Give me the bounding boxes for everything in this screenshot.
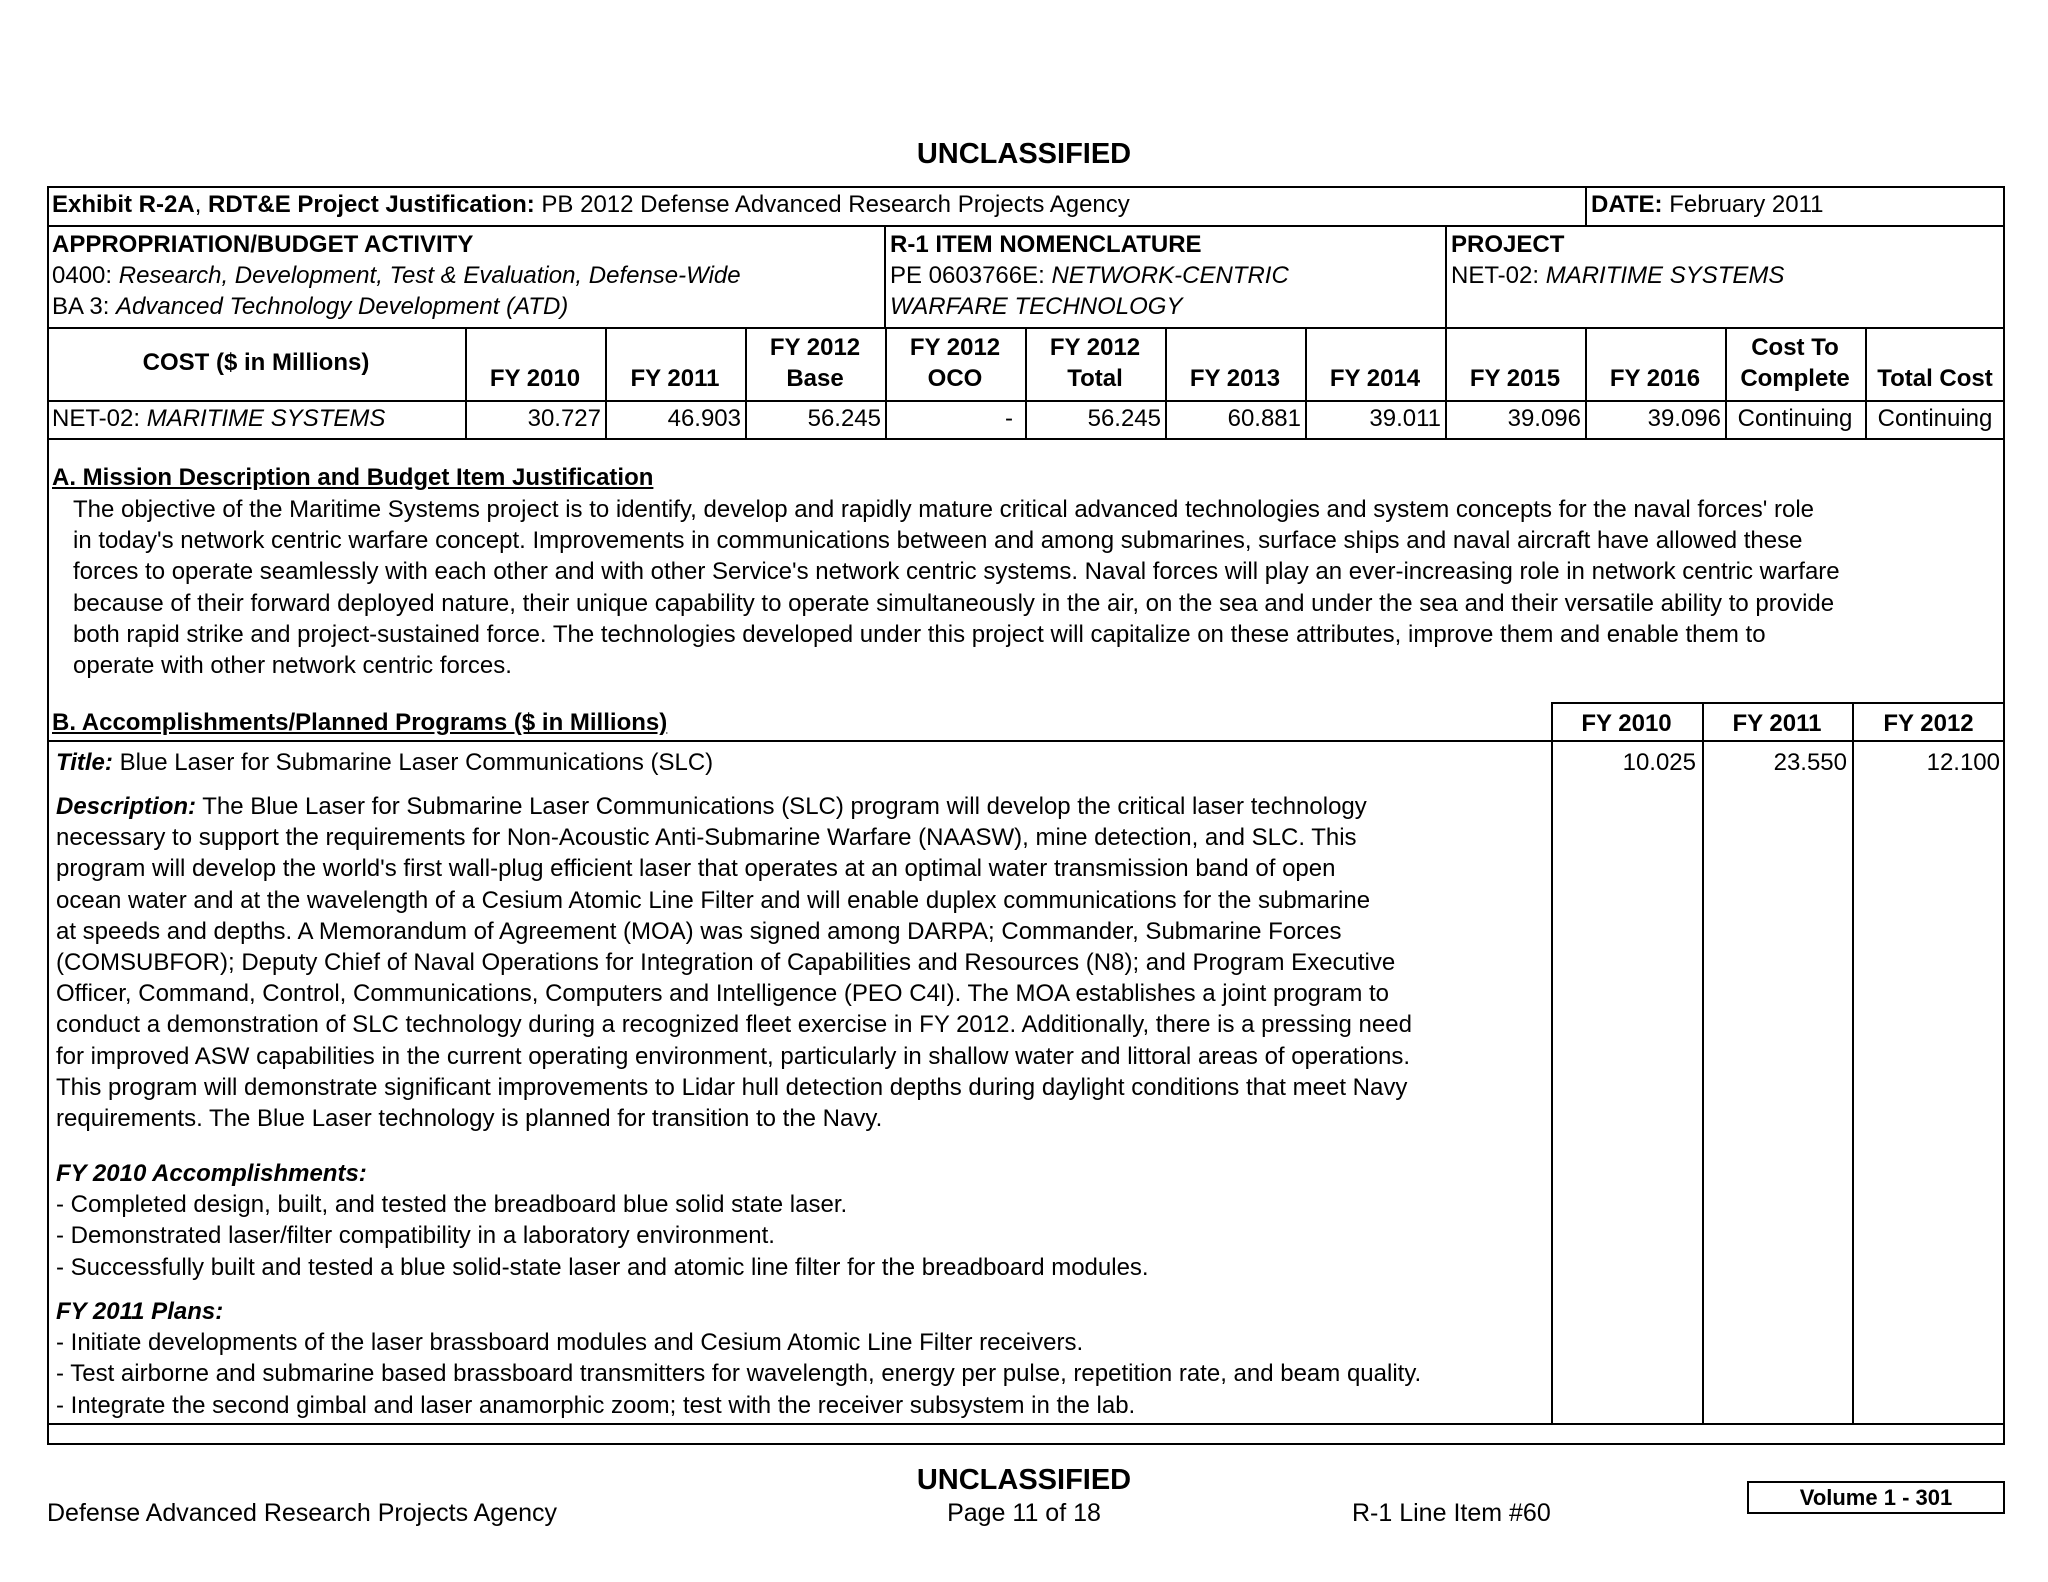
program-title (56, 747, 713, 778)
cost-header: Total Cost (1877, 365, 1993, 392)
divider (884, 225, 886, 328)
footer-page: Page 11 of 18 (947, 1499, 1101, 1527)
fy2011-item: - Initiate developments of the laser brassboard modules and Cesium Atomic Line Filter receivers. (56, 1329, 1084, 1357)
fy2011-heading: FY 2011 Plans: (56, 1298, 224, 1325)
cost-header: COST ($ in Millions) (142, 349, 370, 376)
classification-top: UNCLASSIFIED (916, 138, 1132, 170)
divider (47, 1423, 2005, 1425)
cost-value: 60.881 (1227, 405, 1301, 432)
exhibit-title (52, 189, 1130, 220)
description-line: ocean water and at the wavelength of a Cesium Atomic Line Filter and will enable duplex communications for the submarine (56, 886, 1371, 914)
section-b-fy-header: FY 2010 (1581, 710, 1672, 737)
description-line: requirements. The Blue Laser technology is planned for transition to the Navy. (56, 1105, 883, 1133)
description-line: for improved ASW capabilities in the current operating environment, particularly in shallow water and littoral areas of operations. (56, 1042, 1411, 1070)
project-label: PROJECT (1451, 231, 1565, 258)
section-a-line: The objective of the Maritime Systems project is to identify, develop and rapidly mature critical advanced technologies and system concepts for the naval forces' role (73, 496, 1814, 523)
section-a-line: both rapid strike and project-sustained force. The technologies developed under this project will capitalize on these attributes, improve them and enable them to (73, 620, 1766, 648)
appropriation-block (52, 229, 741, 322)
cost-header: FY 2013 (1189, 365, 1281, 392)
section-a-line: because of their forward deployed nature, their unique capability to operate simultaneously in the air, on the sea and under the sea and their versatile ability to provide (73, 589, 1835, 617)
cost-value: - (1005, 405, 1013, 432)
cost-header-line: FY 2012 (769, 334, 861, 361)
appropriation-code-2: BA 3: (52, 293, 117, 320)
cost-header: FY 2010 (489, 365, 581, 392)
cost-header-line: FY 2012 (1049, 334, 1141, 361)
footer-line-item: R-1 Line Item #60 (1352, 1499, 1551, 1527)
cost-value: 39.096 (1647, 405, 1721, 432)
divider (1852, 702, 1854, 1424)
exhibit-date (1591, 189, 1824, 220)
description-line: program will develop the world's first wall-plug efficient laser that operates at an optimal water transmission band of open (56, 855, 1336, 883)
appropriation-code-1: 0400: (52, 262, 119, 289)
cost-value: Continuing (1737, 405, 1853, 432)
description-line: This program will demonstrate significant improvements to Lidar hull detection depths during daylight conditions that meet Navy (56, 1073, 1408, 1101)
divider (47, 740, 2005, 742)
appropriation-label: APPROPRIATION/BUDGET ACTIVITY (52, 231, 474, 258)
cost-header (1025, 332, 1165, 394)
appropriation-text-1: Research, Development, Test & Evaluation, Defense-Wide (118, 262, 741, 289)
section-a-line: in today's network centric warfare concept. Improvements in communications between and among submarines, surface ships and naval aircraft have allowed these (73, 527, 1803, 555)
description-line: (COMSUBFOR); Deputy Chief of Naval Operations for Integration of Capabilities and Resources (N8); and Program Executive (56, 949, 1396, 977)
cost-header: FY 2011 (630, 365, 720, 392)
cost-value: 56.245 (1087, 405, 1161, 432)
cost-header (885, 332, 1025, 394)
cost-value: 39.011 (1369, 405, 1441, 432)
date-value: February 2011 (1662, 191, 1824, 218)
date-label: DATE: (1591, 191, 1663, 218)
cost-header (745, 332, 885, 394)
divider (1585, 186, 1587, 226)
r1-item-block (890, 229, 1289, 322)
classification-bottom: UNCLASSIFIED (916, 1464, 1132, 1496)
fy2010-item: - Demonstrated laser/filter compatibility in a laboratory environment. (56, 1222, 775, 1250)
r1-item-text-2: WARFARE TECHNOLOGY (890, 293, 1183, 320)
fy2011-plans (56, 1296, 1421, 1421)
program-value: 10.025 (1622, 749, 1696, 776)
project-name: MARITIME SYSTEMS (1545, 262, 1785, 289)
program-title-label: Title: (56, 749, 113, 776)
r1-item-text-1: NETWORK-CENTRIC (1051, 262, 1289, 289)
cost-header-line: Total (1067, 365, 1123, 392)
project-block (1451, 229, 1784, 291)
divider (1551, 702, 1553, 1424)
section-b-fy-header: FY 2011 (1732, 710, 1822, 737)
exhibit-type: RDT&E Project Justification: (208, 191, 535, 218)
description-line: The Blue Laser for Submarine Laser Communications (SLC) program will develop the critical laser technology (196, 793, 1367, 820)
exhibit-sep: , (194, 191, 209, 218)
fy2010-item: - Successfully built and tested a blue solid-state laser and atomic line filter for the breadboard modules. (56, 1253, 1149, 1281)
cost-header-line: Complete (1740, 365, 1850, 392)
exhibit-budget: PB 2012 Defense Advanced Research Projects Agency (534, 191, 1130, 218)
fy2010-heading: FY 2010 Accomplishments: (56, 1160, 367, 1187)
cost-row-label (52, 403, 385, 434)
cost-header-line: OCO (927, 365, 983, 392)
cost-value: 39.096 (1507, 405, 1581, 432)
r1-item-label: R-1 ITEM NOMENCLATURE (890, 231, 1202, 258)
program-value: 23.550 (1773, 749, 1847, 776)
program-description (56, 791, 1412, 1134)
section-a-text (73, 494, 1840, 681)
program-value: 12.100 (1926, 749, 2000, 776)
cost-value: Continuing (1877, 405, 1993, 432)
cost-row-code: NET-02: (52, 405, 147, 432)
description-line: Officer, Command, Control, Communications, Computers and Intelligence (PEO C4I). The MOA establishes a joint program to (56, 980, 1390, 1008)
fy2011-item: - Integrate the second gimbal and laser anamorphic zoom; test with the receiver subsystem in the lab. (56, 1391, 1136, 1419)
fy2010-accomplishments (56, 1158, 1149, 1283)
cost-value: 30.727 (527, 405, 601, 432)
divider (1702, 702, 1704, 1424)
cost-header: FY 2015 (1469, 365, 1561, 392)
fy2010-item: - Completed design, built, and tested the breadboard blue solid state laser. (56, 1191, 848, 1219)
project-code: NET-02: (1451, 262, 1546, 289)
divider (1445, 225, 1447, 328)
cost-row-name: MARITIME SYSTEMS (146, 405, 386, 432)
cost-header-line: FY 2012 (909, 334, 1001, 361)
description-label: Description: (56, 793, 197, 820)
divider (1551, 702, 2005, 704)
cost-value: 56.245 (807, 405, 881, 432)
footer-agency: Defense Advanced Research Projects Agency (47, 1499, 558, 1527)
cost-header-line: Base (786, 365, 844, 392)
description-line: necessary to support the requirements for Non-Acoustic Anti-Submarine Warfare (NAASW), mine detection, and SLC. This (56, 824, 1357, 852)
footer-volume: Volume 1 - 301 (1747, 1481, 2005, 1514)
program-title-text: Blue Laser for Submarine Laser Communications (SLC) (112, 749, 714, 776)
divider (47, 225, 2005, 227)
cost-header (1725, 332, 1865, 394)
cost-value: 46.903 (667, 405, 741, 432)
appropriation-text-2: Advanced Technology Development (ATD) (116, 293, 569, 320)
exhibit-label: Exhibit R-2A (52, 191, 195, 218)
r1-item-code: PE 0603766E: (890, 262, 1052, 289)
section-b-fy-header: FY 2012 (1883, 710, 1974, 737)
section-a-heading: A. Mission Description and Budget Item Justification (52, 464, 654, 491)
fy2011-item: - Test airborne and submarine based brassboard transmitters for wavelength, energy per pulse, repetition rate, and beam quality. (56, 1360, 1422, 1388)
description-line: conduct a demonstration of SLC technology during a recognized fleet exercise in FY 2012. Additionally, there is a pressing need (56, 1011, 1412, 1039)
cost-header: FY 2016 (1609, 365, 1701, 392)
cost-header-line: Cost To (1751, 334, 1839, 361)
description-line: at speeds and depths. A Memorandum of Agreement (MOA) was signed among DARPA; Commander, Submarine Forces (56, 917, 1342, 945)
section-b-heading: B. Accomplishments/Planned Programs ($ in Millions) (52, 709, 668, 736)
cost-header: FY 2014 (1329, 365, 1421, 392)
section-a-line: forces to operate seamlessly with each other and with other Service's network centric systems. Naval forces will play an ever-increasing role in network centric warfare (73, 558, 1840, 586)
section-a-line: operate with other network centric forces. (73, 652, 512, 680)
